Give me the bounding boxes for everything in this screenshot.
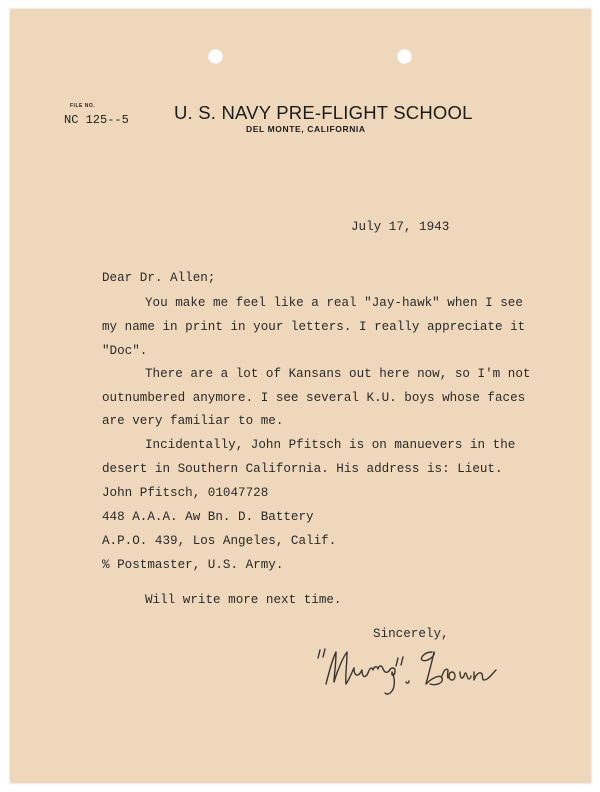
body-line: desert in Southern California. His address is: Lieut. bbox=[102, 462, 503, 476]
letterhead-location: DEL MONTE, CALIFORNIA bbox=[246, 124, 366, 134]
letter-date: July 17, 1943 bbox=[351, 220, 450, 234]
body-line: Will write more next time. bbox=[145, 593, 342, 607]
punch-hole bbox=[397, 49, 412, 64]
body-line: John Pfitsch, 01047728 bbox=[102, 486, 269, 500]
file-number-label: FILE NO. bbox=[70, 103, 96, 109]
salutation: Dear Dr. Allen; bbox=[102, 271, 216, 285]
body-line: You make me feel like a real "Jay-hawk" when I see bbox=[145, 296, 523, 310]
file-number: NC 125--5 bbox=[64, 113, 129, 127]
body-line: "Doc". bbox=[102, 344, 148, 358]
handwritten-signature bbox=[312, 632, 522, 704]
address-line: % Postmaster, U.S. Army. bbox=[102, 558, 284, 572]
closing: Sincerely, bbox=[373, 627, 449, 641]
address-line: A.P.O. 439, Los Angeles, Calif. bbox=[102, 534, 337, 548]
letterhead-title: U. S. NAVY PRE-FLIGHT SCHOOL bbox=[174, 102, 473, 123]
body-line: Incidentally, John Pfitsch is on manuevers in the bbox=[145, 438, 516, 452]
body-line: outnumbered anymore. I see several K.U. boys whose faces bbox=[102, 391, 526, 405]
body-line: my name in print in your letters. I really appreciate it bbox=[102, 320, 526, 334]
address-line: 448 A.A.A. Aw Bn. D. Battery bbox=[102, 510, 314, 524]
body-line: There are a lot of Kansans out here now, so I'm not bbox=[145, 367, 531, 381]
punch-hole bbox=[208, 49, 223, 64]
body-line: are very familiar to me. bbox=[102, 414, 284, 428]
